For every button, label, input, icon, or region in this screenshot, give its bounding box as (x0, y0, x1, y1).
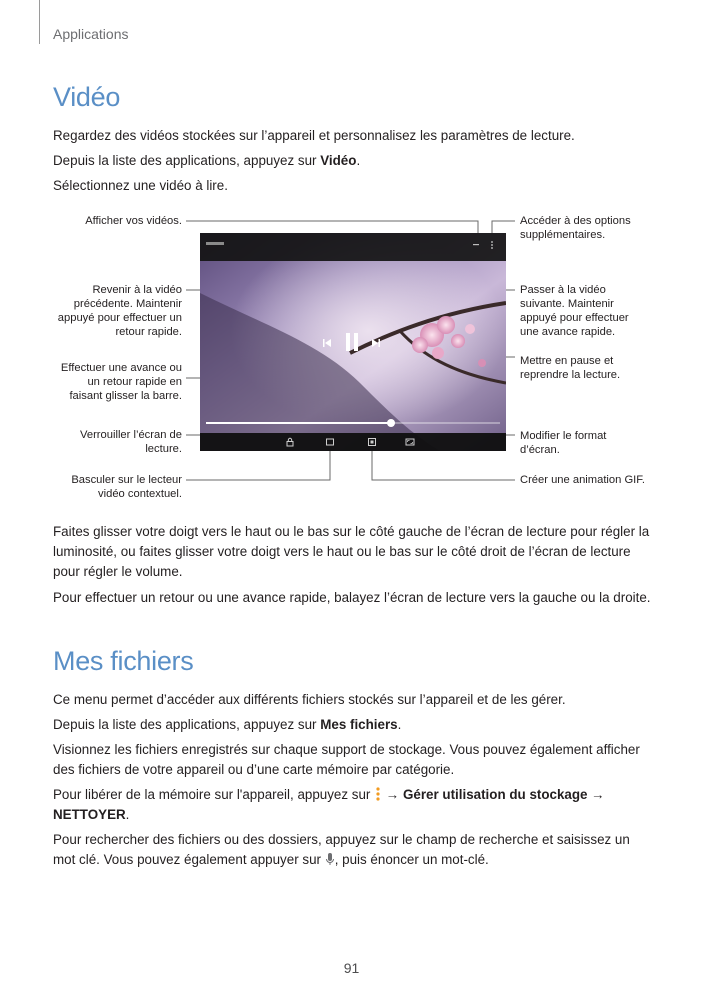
progress-fill (206, 422, 391, 424)
pause-icon[interactable] (344, 331, 360, 353)
share-icon[interactable] (472, 240, 480, 250)
video-intro-text: Regardez des vidéos stockées sur l’appareil et personnalisez les paramètres de lecture. (53, 128, 575, 143)
player-top-bar (200, 233, 506, 261)
gif-icon[interactable] (367, 437, 377, 447)
video-app-name: Vidéo (320, 153, 357, 168)
callout-create-gif: Créer une animation GIF. (520, 474, 645, 486)
page-header (0, 0, 703, 50)
files-free-memory-text: Pour libérer de la mémoire sur l'appareil, appuyez sur → Gérer utilisation du stockage → NETTOYER. (53, 787, 605, 822)
header-label: Applications (53, 26, 129, 42)
callout-previous-video: Revenir à la vidéo précédente. Maintenir appuyé pour effectuer un retour rapide. (57, 284, 182, 338)
previous-icon[interactable] (320, 336, 334, 350)
callout-next-video: Passer à la vidéo suivante. Maintenir appuyé pour effectuer une avance rapide. (520, 284, 629, 338)
callout-popup-player: Basculer sur le lecteur vidéo contextuel. (71, 474, 182, 500)
microphone-icon (325, 852, 335, 867)
files-browse-text: Visionnez les fichiers enregistrés sur chaque support de stockage. Vous pouvez également afficher des fichiers de votre appareil ou d’une carte mémoire par catégorie. (53, 742, 640, 777)
video-open-instruction: Depuis la liste des applications, appuyez sur Vidéo. (53, 153, 361, 168)
header-rule (39, 0, 40, 44)
video-volume-brightness-text: Faites glisser votre doigt vers le haut ou le bas sur le côté gauche de l’écran de lecture pour régler la luminosité, ou faites glisser votre doigt vers le haut ou le bas sur le côté droit de l’écran de lecture pour régler le volume. (53, 524, 650, 579)
callout-lock-screen: Verrouiller l’écran de lecture. (80, 429, 182, 455)
more-options-dots-icon (374, 786, 382, 802)
callout-screen-ratio: Modifier le format d’écran. (520, 430, 607, 456)
manage-storage-label: Gérer utilisation du stockage (402, 787, 588, 802)
popup-player-icon[interactable] (325, 437, 335, 447)
callout-more-options: Accéder à des options supplémentaires. (520, 215, 631, 241)
player-bottom-bar (200, 433, 506, 451)
progress-track[interactable] (206, 422, 500, 424)
video-player-screen[interactable] (200, 233, 506, 451)
files-search-text: Pour rechercher des fichiers ou des dossiers, appuyez sur le champ de recherche et saisissez un mot clé. Vous pouvez également appuyer sur , puis énoncer un mot-clé. (53, 832, 630, 867)
files-open-instruction: Depuis la liste des applications, appuyez sur Mes fichiers. (53, 717, 402, 732)
page-number: 91 (343, 960, 360, 976)
next-icon[interactable] (369, 336, 383, 350)
video-select-instruction: Sélectionnez une vidéo à lire. (53, 178, 228, 193)
lock-icon[interactable] (285, 437, 295, 447)
files-app-name: Mes fichiers (320, 717, 398, 732)
files-intro-text: Ce menu permet d’accéder aux différents fichiers stockés sur l’appareil et de les gérer. (53, 692, 566, 707)
callout-pause-resume: Mettre en pause et reprendre la lecture. (520, 355, 621, 381)
callout-scrub-bar: Effectuer une avance ou un retour rapide en faisant glisser la barre. (60, 362, 182, 402)
callout-view-videos: Afficher vos vidéos. (85, 215, 182, 227)
screen-ratio-icon[interactable] (405, 437, 415, 447)
video-seek-text: Pour effectuer un retour ou une avance rapide, balayez l’écran de lecture vers la gauche ou la droite. (53, 590, 651, 605)
more-options-icon[interactable] (488, 240, 496, 250)
video-player-figure (0, 205, 703, 510)
video-title-placeholder (206, 242, 224, 245)
files-section-title: Mes fichiers (53, 646, 194, 676)
clean-label: NETTOYER (53, 807, 126, 822)
video-section-title: Vidéo (53, 82, 121, 112)
